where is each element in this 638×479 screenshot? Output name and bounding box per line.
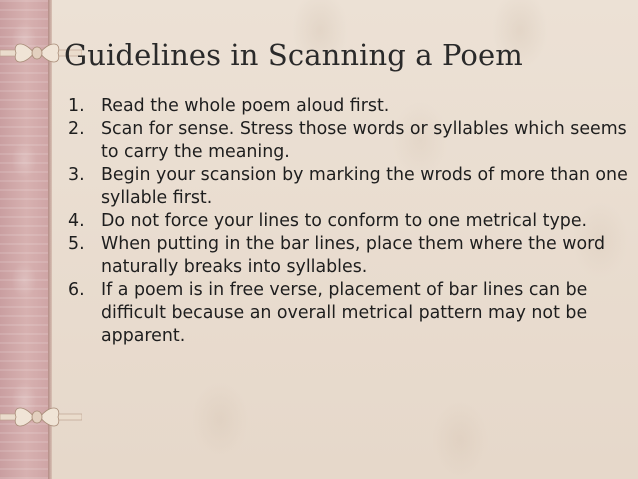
guidelines-list	[68, 95, 628, 348]
list-item	[68, 233, 628, 279]
item-text: Begin your scansion by marking the wrods of more than one syllable first.	[101, 165, 628, 208]
list-item	[68, 279, 628, 348]
item-number: 2.	[68, 119, 85, 139]
list-item	[68, 118, 628, 164]
item-number: 4.	[68, 211, 85, 231]
item-text: When putting in the bar lines, place them where the word naturally breaks into syllables.	[101, 234, 605, 277]
item-text: Scan for sense. Stress those words or syllables which seems to carry the meaning.	[101, 119, 627, 162]
item-number: 3.	[68, 165, 85, 185]
slide-title: Guidelines in Scanning a Poem	[64, 38, 523, 72]
ribbon-bow-icon	[0, 402, 82, 432]
item-text: Read the whole poem aloud first.	[101, 96, 390, 116]
item-number: 6.	[68, 280, 85, 300]
list-item	[68, 95, 628, 118]
list-item	[68, 210, 628, 233]
list-item	[68, 164, 628, 210]
item-number: 1.	[68, 96, 85, 116]
item-number: 5.	[68, 234, 85, 254]
item-text: If a poem is in free verse, placement of bar lines can be difficult because an overall metrical pattern may not be apparent.	[101, 280, 588, 346]
item-text: Do not force your lines to conform to one metrical type.	[101, 211, 588, 231]
